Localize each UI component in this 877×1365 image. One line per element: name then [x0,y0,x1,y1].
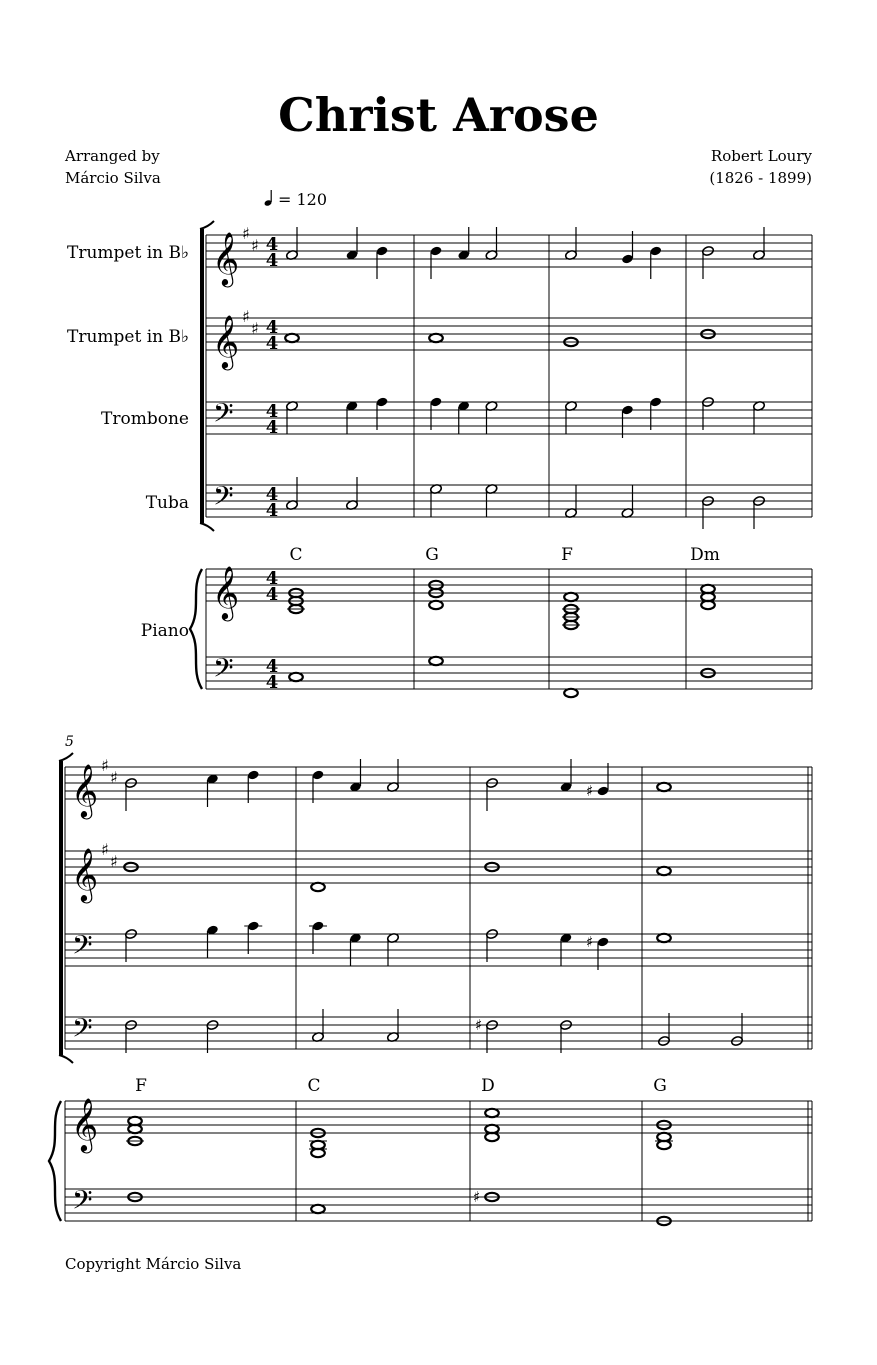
ensemble-bracket [59,1055,73,1063]
composer-dates: (1826 - 1899) [709,169,812,187]
ensemble-bracket [200,229,204,523]
note-head [485,1109,499,1117]
note [658,1013,671,1047]
note [430,245,443,279]
bass-clef-icon: 𝄢 [213,480,234,518]
note [125,1019,138,1053]
note-head [657,934,671,942]
note [206,773,219,807]
score-title: Christ Arose [278,88,599,142]
note [387,932,400,966]
bass-clef-icon: 𝄢 [213,397,234,435]
key-signature-sharp-icon: ♯ [242,307,250,326]
instrument-name-trumpet-2: Trumpet in B♭ [66,327,189,347]
arranger-label: Arranged by [65,147,160,165]
note [621,404,634,438]
treble-clef-icon: 𝄞 [212,231,240,285]
ensemble-bracket [200,523,214,531]
note [565,227,578,261]
instrument-name-trumpet-1: Trumpet in B♭ [66,243,189,263]
note [485,400,498,434]
note [430,396,443,430]
ensemble-bracket [59,753,73,761]
chord-symbol: G [425,545,439,565]
time-signature-bottom: 4 [265,500,279,521]
note-head [657,783,671,791]
note [486,777,499,811]
piano-chord [485,1109,499,1141]
note [346,227,359,261]
ensemble-bracket [59,761,63,1055]
measure-number: 5 [65,734,74,750]
note-head [564,593,578,601]
note [312,769,325,803]
note-head [429,657,443,665]
treble-clef-icon: 𝄞 [71,763,99,817]
note [125,777,138,811]
note [247,769,260,803]
time-signature-bottom: 4 [265,672,279,693]
treble-clef-icon: 𝄞 [212,314,240,368]
note [457,400,470,434]
note-head [429,601,443,609]
key-signature-sharp-icon: ♯ [251,319,259,338]
note [475,1016,498,1053]
tempo-marking [264,190,327,209]
ensemble-bracket [200,221,214,229]
chord-symbol: D [481,1076,495,1096]
note [485,483,498,517]
note [621,231,634,265]
note [565,400,578,434]
composer-name: Robert Loury [710,147,812,165]
key-signature-sharp-icon: ♯ [251,236,259,255]
piano-brace [190,569,202,689]
note [206,924,219,958]
note [430,483,443,517]
chord-symbol: G [653,1076,667,1096]
note [429,334,443,342]
tempo-text: = 120 [278,190,328,209]
time-signature-bottom: 4 [265,333,279,354]
note [702,396,715,430]
instrument-name-trombone: Trombone [101,409,189,429]
bass-clef-icon: 𝄢 [72,1184,93,1222]
note [657,867,671,875]
note [349,932,362,966]
note [753,400,766,434]
note [649,245,662,279]
note [560,759,573,793]
note [702,495,715,529]
note-head [285,334,299,342]
note [387,1009,400,1043]
note [657,783,671,791]
key-signature-sharp-icon: ♯ [101,840,109,859]
note [586,763,609,800]
note [285,334,299,342]
arranger-name: Márcio Silva [65,169,161,187]
time-signature-top: 4 [265,484,279,505]
chord-symbol: C [307,1076,321,1096]
copyright-notice: Copyright Márcio Silva [65,1255,242,1273]
time-signature-top: 4 [265,317,279,338]
instrument-name-piano: Piano [140,621,189,641]
key-signature-sharp-icon: ♯ [242,224,250,243]
note [206,1019,219,1053]
key-signature-sharp-icon: ♯ [110,768,118,787]
sharp-accidental-icon: ♯ [586,933,594,951]
chord-symbol: Dm [690,545,720,565]
piano-brace [49,1101,61,1221]
note [286,227,299,261]
treble-clef-icon: 𝄞 [212,565,240,619]
key-signature-sharp-icon: ♯ [110,852,118,871]
note [753,227,766,261]
note [311,883,325,891]
bass-clef-icon: 𝄢 [213,652,234,690]
chord-symbol: F [135,1076,147,1096]
sharp-accidental-icon: ♯ [473,1188,481,1206]
note [125,928,138,962]
treble-clef-icon: 𝄞 [71,847,99,901]
note-head [657,867,671,875]
time-signature-top: 4 [265,234,279,255]
note [586,933,609,970]
sharp-accidental-icon: ♯ [475,1016,483,1034]
note [349,759,362,793]
note [565,485,578,519]
key-signature-sharp-icon: ♯ [101,756,109,775]
note [560,1019,573,1053]
note [312,1009,325,1043]
note [286,477,299,511]
bass-clef-icon: 𝄢 [72,929,93,967]
note [702,245,715,279]
piano-chord [701,585,715,609]
time-signature-bottom: 4 [265,250,279,271]
time-signature-bottom: 4 [265,417,279,438]
note [486,928,499,962]
note [485,227,498,261]
note [286,400,299,434]
instrument-name-tuba: Tuba [145,493,189,513]
chord-symbol: F [561,545,573,565]
note [753,495,766,529]
bass-clef-icon: 𝄢 [72,1012,93,1050]
time-signature-top: 4 [265,568,279,589]
note [560,932,573,966]
note [376,245,389,279]
treble-clef-icon: 𝄞 [71,1097,99,1151]
note [346,477,359,511]
note [387,759,400,793]
note [621,485,634,519]
note-head [311,883,325,891]
time-signature-top: 4 [265,656,279,677]
sharp-accidental-icon: ♯ [586,782,594,800]
note [649,396,662,430]
note [657,934,671,942]
time-signature-top: 4 [265,401,279,422]
note-head [311,1205,325,1213]
note [376,396,389,430]
note-head [429,334,443,342]
piano-chord [564,593,578,629]
note [346,400,359,434]
note [731,1013,744,1047]
chord-symbol: C [289,545,303,565]
note [457,227,470,261]
note-head [289,673,303,681]
note-head [564,689,578,697]
time-signature-bottom: 4 [265,584,279,605]
